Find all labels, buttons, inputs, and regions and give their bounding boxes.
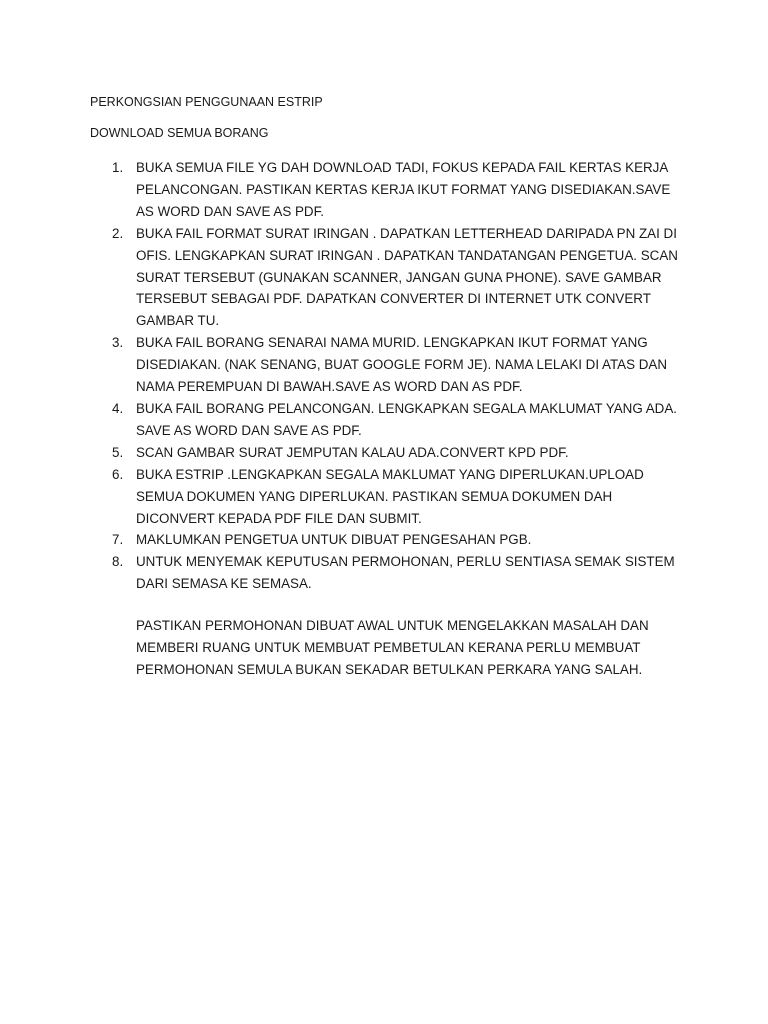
step-text: BUKA SEMUA FILE YG DAH DOWNLOAD TADI, FOKUS KEPADA FAIL KERTAS KERJA PELANCONGAN. PASTIKAN KERTAS KERJA IKUT FORMAT YANG DISEDIAKAN.SAVE AS WORD DAN SAVE AS PDF. — [136, 160, 671, 219]
step-number: 3. — [112, 335, 124, 351]
steps-list — [112, 157, 684, 595]
step-text: MAKLUMKAN PENGETUA UNTUK DIBUAT PENGESAHAN PGB. — [136, 532, 532, 548]
step-text: BUKA FAIL BORANG PELANCONGAN. LENGKAPKAN SEGALA MAKLUMAT YANG ADA. SAVE AS WORD DAN SAVE AS PDF. — [136, 400, 678, 438]
step-number: 7. — [112, 532, 124, 548]
step-text: SCAN GAMBAR SURAT JEMPUTAN KALAU ADA.CONVERT KPD PDF. — [136, 444, 569, 460]
step-text: UNTUK MENYEMAK KEPUTUSAN PERMOHONAN, PERLU SENTIASA SEMAK SISTEM DARI SEMASA KE SEMASA. — [136, 554, 675, 592]
list-item — [112, 157, 684, 223]
step-text: BUKA FAIL BORANG SENARAI NAMA MURID. LENGKAPKAN IKUT FORMAT YANG DISEDIAKAN. (NAK SENANG, BUAT GOOGLE FORM JE). NAMA LELAKI DI ATAS DAN NAMA PEREMPUAN DI BAWAH.SAVE AS WORD DAN AS PDF. — [136, 335, 668, 395]
step-number: 1. — [112, 160, 124, 175]
closing-note: PASTIKAN PERMOHONAN DIBUAT AWAL UNTUK MENGELAKKAN MASALAH DAN MEMBERI RUANG UNTUK MEMBUAT PEMBETULAN KERANA PERLU MEMBUAT PERMOHONAN SEMULA BUKAN SEKADAR BETULKAN PERKARA YANG SALAH. — [136, 618, 649, 677]
list-item — [112, 464, 684, 530]
step-number: 6. — [112, 466, 124, 482]
step-number: 5. — [112, 444, 124, 460]
list-item — [112, 398, 684, 442]
step-number: 8. — [112, 554, 124, 570]
step-number: 2. — [112, 225, 124, 241]
list-item — [112, 223, 684, 333]
list-item — [112, 529, 684, 551]
step-text: BUKA FAIL FORMAT SURAT IRINGAN . DAPATKAN LETTERHEAD DARIPADA PN ZAI DI OFIS. LENGKAPKAN SURAT IRINGAN . DAPATKAN TANDATANGAN PENGETUA. SCAN SURAT TERSEBUT (GUNAKAN SCANNER, JANGAN GUNA PHONE). SAVE GAMBAR TERSEBUT SEBAGAI PDF. DAPATKAN CONVERTER DI INTERNET UTK CONVERT GAMBAR TU. — [136, 225, 678, 329]
step-number: 4. — [112, 400, 124, 416]
document-title: PERKONGSIAN PENGGUNAAN ESTRIP — [90, 95, 323, 109]
list-item — [112, 551, 684, 595]
document-subtitle: DOWNLOAD SEMUA BORANG — [90, 126, 269, 140]
list-item — [112, 442, 684, 464]
list-item — [112, 332, 684, 398]
step-text: BUKA ESTRIP .LENGKAPKAN SEGALA MAKLUMAT YANG DIPERLUKAN.UPLOAD SEMUA DOKUMEN YANG DIPERLUKAN. PASTIKAN SEMUA DOKUMEN DAH DICONVERT KEPADA PDF FILE DAN SUBMIT. — [136, 466, 644, 526]
